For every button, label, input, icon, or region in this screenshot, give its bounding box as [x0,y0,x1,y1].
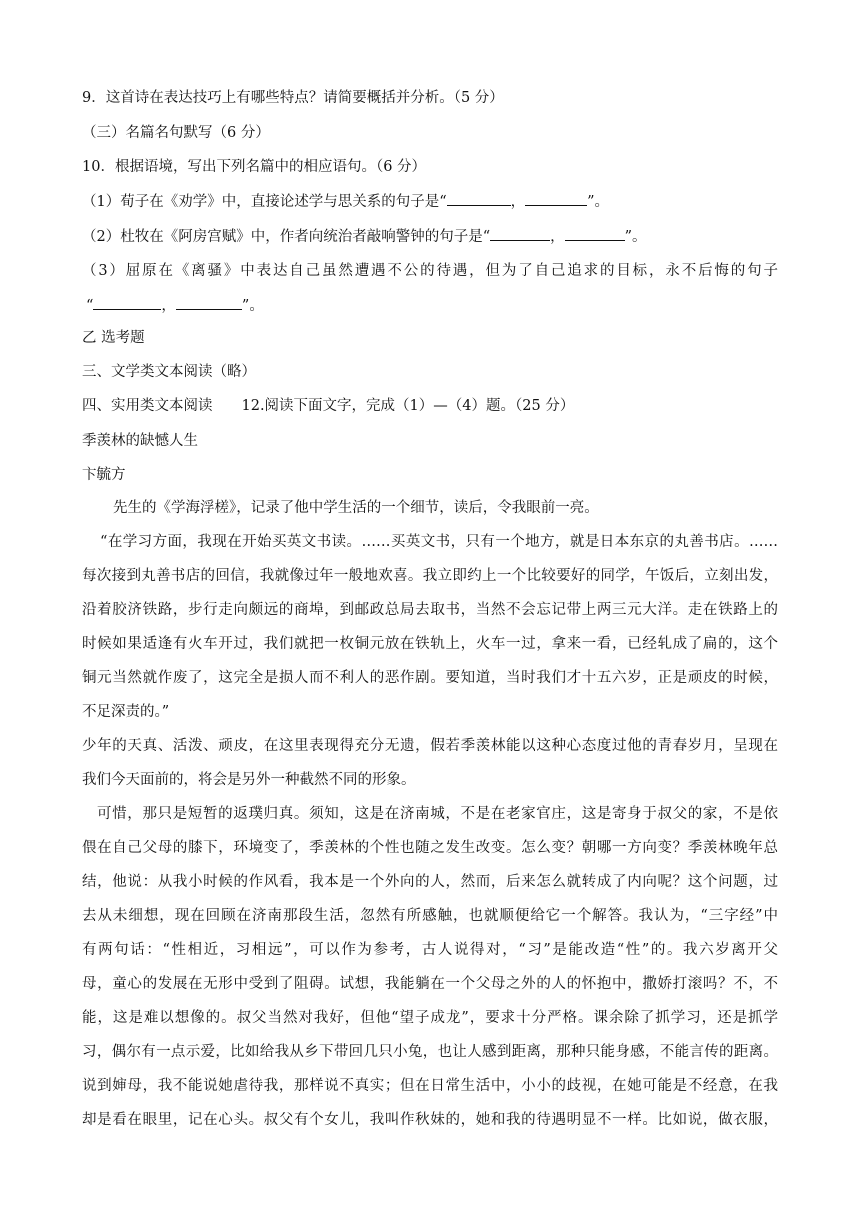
paragraph-line: 有两句话：“性相近，习相远”，可以作为参考，古人说得对，“习”是能改造“性”的。我六岁离开父 [82,942,778,958]
article-title: 季羡林的缺憾人生 [82,433,198,449]
question-10-1-end: ”。 [587,194,610,210]
paragraph-line: 去从未细想，现在回顾在济南那段生活，忽然有所感触，也就顺便给它一个解答。我认为，“三字经”中 [82,908,778,924]
paragraph-line: 少年的天真、活泼、顽皮，在这里表现得充分无遗，假若季羡林能以这种心态度过他的青春岁月，呈现在 [82,738,778,754]
paragraph-line: 先生的《学海浮槎》，记录了他中学生活的一个细节，读后，令我眼前一亮。 [113,500,599,516]
paragraph-line: 可惜，那只是短暂的返璞归真。须知，这是在济南城，不是在老家官庄，这是寄身于叔父的家，不是依 [97,806,778,822]
answer-blank[interactable] [176,295,242,310]
answer-blank[interactable] [525,191,587,206]
answer-blank[interactable] [565,226,625,241]
question-9: 9．这首诗在表达技巧上有哪些特点？请简要概括并分析。（5 分） [82,90,504,106]
part-b-heading: 乙 选考题 [82,330,145,346]
paragraph-line: 不足深责的。” [82,704,170,720]
question-10-2 [82,226,860,247]
question-10-2-text: （2）杜牧在《阿房宫赋》中，作者向统治者敲响警钟的句子是“ [82,229,491,245]
paragraph-line: 说到婶母，我不能说她虐待我，那样说不真实；但在日常生活中，小小的歧视，在她可能是不经意，在我 [82,1078,778,1094]
answer-blank[interactable] [490,226,550,241]
paragraph-line: 习，偶尔有一点示爱，比如给我从乡下带回几只小兔，也让人感到距离，那种只能身感，不能言传的距离。 [82,1044,778,1060]
answer-blank[interactable] [447,191,511,206]
question-10-3-end: ”。 [241,298,264,314]
paragraph-line: 我们今天面前的，将会是另外一种截然不同的形象。 [82,772,416,788]
section-practical-reading: 四、实用类文本阅读 12.阅读下面文字，完成（1）—（4）题。（25 分） [82,398,575,414]
question-10-1-comma: ， [510,194,526,210]
paragraph-line: 结，他说：从我小时候的作风看，我本是一个外向的人，然而，后来怎么就转成了内向呢？这个问题，过 [82,874,778,890]
answer-blank[interactable] [93,295,161,310]
paragraph-line: 时候如果适逢有火车开过，我们就把一枚铜元放在铁轨上，火车一过，拿来一看，已经轧成了扁的，这个 [82,636,778,652]
question-10-2-comma: ， [550,229,565,245]
section-famous-quotes: （三）名篇名句默写（6 分） [82,125,270,141]
question-10: 10．根据语境，写出下列名篇中的相应语句。（6 分） [82,159,427,175]
paragraph-line: 母，童心的发展在无形中受到了阻碍。试想，我能躺在一个父母之外的人的怀抱中，撒娇打滚吗？不，不 [82,976,778,992]
paragraph-line: “在学习方面，我现在开始买英文书读。……买英文书，只有一个地方，就是日本东京的丸善书店。…… [100,534,778,550]
paragraph-line: 铜元当然就作废了，这完全是损人而不利人的恶作剧。要知道，当时我们才十五六岁，正是顽皮的时候， [82,670,778,686]
paragraph-line: 能，这是难以想像的。叔父当然对我好，但他“望子成龙”，要求十分严格。课余除了抓学习，还是抓学 [82,1010,778,1026]
paragraph-line: 却是看在眼里，记在心头。叔父有个女儿，我叫作秋妹的，她和我的待遇明显不一样。比如说，做衣服， [82,1112,778,1128]
article-author: 卞毓方 [82,467,126,483]
question-10-3: （3）屈原在《离骚》中表达自己虽然遭遇不公的待遇，但为了自己追求的目标，永不后悔的句子 [82,263,778,279]
paragraph-line: 偎在自己父母的膝下，环境变了，季羡林的个性也随之发生改变。怎么变？朝哪一方向变？季羡林晚年总 [82,840,778,856]
question-10-3-comma: ， [161,298,176,314]
question-10-1 [82,191,860,212]
paragraph-line: 每次接到丸善书店的回信，我就像过年一般地欢喜。我立即约上一个比较要好的同学，午饭后，立刻出发， [82,568,778,584]
question-10-2-end: ”。 [624,229,647,245]
question-10-3-open-quote: “ [86,298,94,314]
question-10-1-text: （1）荀子在《劝学》中，直接论述学与思关系的句子是“ [82,194,447,210]
question-10-3-blanks [86,295,860,316]
section-literary-reading: 三、文学类文本阅读（略） [82,364,256,380]
paragraph-line: 沿着胶济铁路，步行走向颇远的商埠，到邮政总局去取书，当然不会忘记带上两三元大洋。走在铁路上的 [82,602,778,618]
